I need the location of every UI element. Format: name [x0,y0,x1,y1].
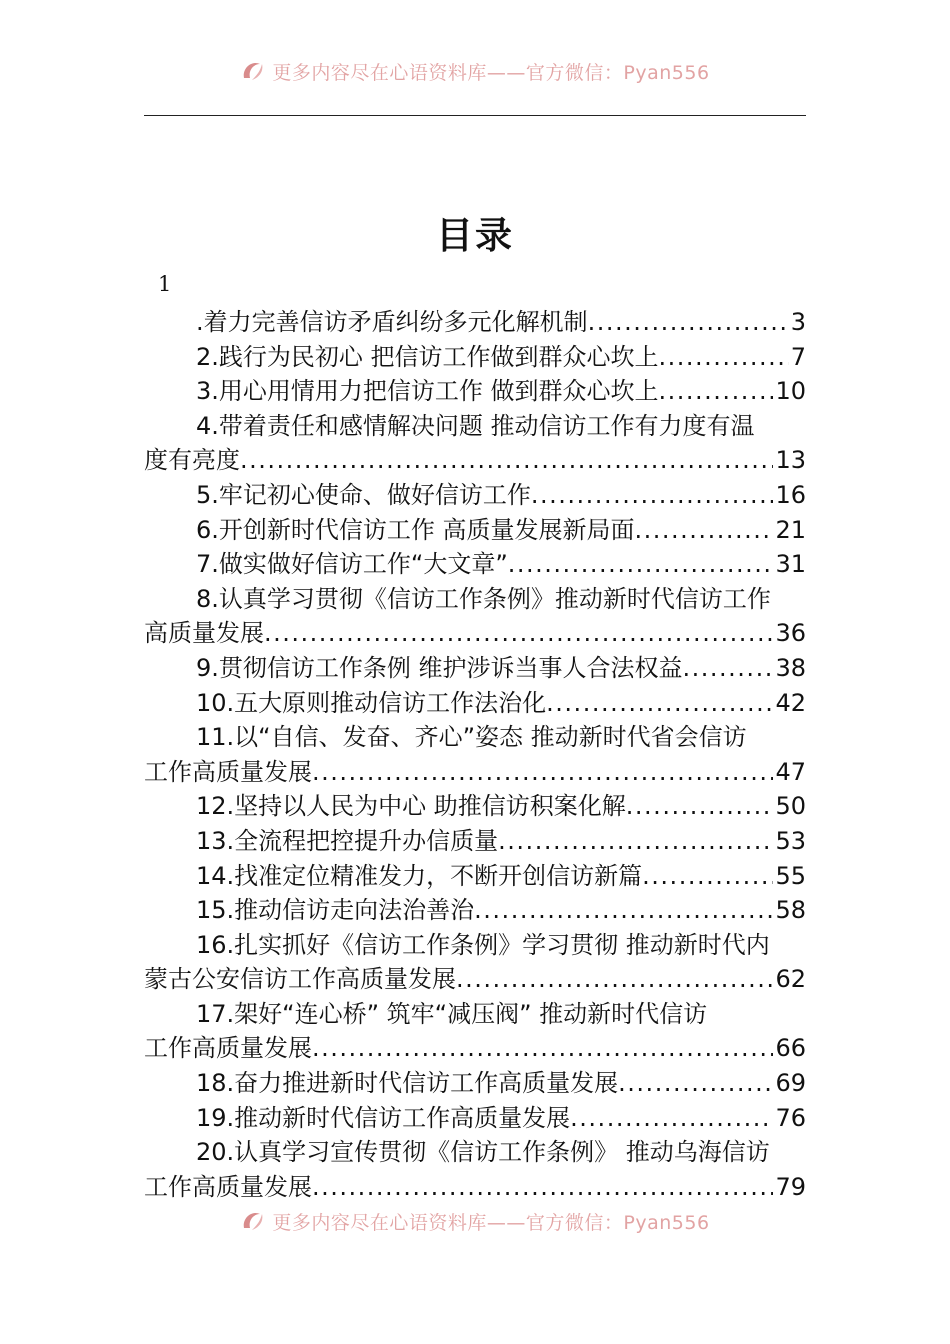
page-title: 目录 [436,213,514,257]
toc-dot-leader [456,962,773,997]
toc-entry-title: 11.以“自信、发奋、齐心”姿态 推动新时代省会信访 [196,723,747,752]
toc-first-number: 1 [158,272,172,296]
toc-entry-title: 13.全流程把控提升办信质量 [196,826,499,855]
toc-entry-line [144,1066,806,1101]
toc-entry-line [144,374,806,409]
brand-logo-icon [240,1208,266,1234]
header-rule [144,115,806,116]
toc-dot-leader [498,824,773,859]
toc-entry[interactable] [144,686,806,721]
toc-entry-line [144,789,806,824]
toc-entry-line [144,824,806,859]
toc-dot-leader [626,789,774,824]
toc-page-number: 47 [775,757,806,786]
toc-entry-line [144,582,806,617]
toc-dot-leader [531,478,774,513]
toc-entry-line [144,478,806,513]
toc-entry-title: 20.认真学习宣传贯彻《信访工作条例》 推动乌海信访 [196,1138,770,1167]
toc-page-number: 55 [775,861,806,890]
toc-entry-title: 蒙古公安信访工作高质量发展 [144,965,456,994]
toc-entry-line [144,651,806,686]
toc-entry-line [144,409,806,444]
toc-dot-leader [642,859,773,894]
watermark-footer [0,1206,950,1236]
toc-entry[interactable] [144,997,806,1066]
toc-page-number: 31 [775,550,806,579]
toc-entry-title: 8.认真学习贯彻《信访工作条例》推动新时代信访工作 [196,584,771,613]
toc-entry-line [144,616,806,651]
toc-entry-title: 工作高质量发展 [144,1172,312,1201]
brand-logo-icon [240,58,266,84]
toc-page-number: 3 [790,308,806,336]
toc-page-number: 79 [775,1172,806,1201]
toc-entry-line [144,1031,806,1066]
toc-entry[interactable] [144,374,806,409]
toc-entry-title: 14.找准定位精准发力，不断开创信访新篇 [196,861,643,890]
toc-dot-leader [240,443,773,478]
toc-entry-line [144,1170,806,1205]
toc-entry-line [144,1101,806,1136]
toc-entry-title: 19.推动新时代信访工作高质量发展 [196,1103,571,1132]
toc-entry[interactable] [144,824,806,859]
watermark-header [0,56,950,86]
toc-entry-title: 16.扎实抓好《信访工作条例》学习贯彻 推动新时代内 [196,930,770,959]
toc-entry-title: 工作高质量发展 [144,1034,312,1063]
toc-entry-line [144,997,806,1032]
toc-page-number: 36 [775,619,806,648]
toc-entry-line [144,340,806,375]
toc-entry-title: 度有亮度 [144,446,240,475]
toc-page-number: 42 [775,688,806,717]
toc-dot-leader [588,305,789,340]
toc-dot-leader [264,616,773,651]
toc-entry-line [144,1135,806,1170]
watermark-text: 更多内容尽在心语资料库——官方微信：Pyan556 [272,61,710,84]
toc-entry[interactable] [144,720,806,789]
toc-entry[interactable] [144,478,806,513]
toc-page-number: 16 [775,480,806,509]
toc-dot-leader [546,686,773,721]
toc-entry[interactable] [144,1135,806,1204]
toc-entry[interactable] [144,928,806,997]
toc-entry-title: 17.架好“连心桥” 筑牢“减压阀” 推动新时代信访 [196,999,708,1028]
toc-entry[interactable] [144,651,806,686]
toc-page-number: 50 [775,792,806,821]
toc-dot-leader [659,340,789,375]
toc-entry[interactable] [144,513,806,548]
toc-entry-line [144,686,806,721]
toc-entry-title: 工作高质量发展 [144,757,312,786]
toc-entry-title: 3.用心用情用力把信访工作 做到群众心坎上 [196,377,659,406]
toc-dot-leader [570,1101,773,1136]
toc-entry-title: .着力完善信访矛盾纠纷多元化解机制 [196,308,588,336]
toc-page-number: 38 [775,653,806,682]
toc-entry-title: 高质量发展 [144,619,264,648]
toc-dot-leader [312,1170,773,1205]
toc-page-number: 69 [775,1069,806,1098]
toc-page-number: 62 [775,965,806,994]
toc-entry[interactable] [144,1066,806,1101]
toc-entry-line [144,443,806,478]
toc-entry-title: 4.带着责任和感情解决问题 推动信访工作有力度有温 [196,411,755,440]
toc-page-number: 21 [775,515,806,544]
toc-entry[interactable] [144,1101,806,1136]
toc-entry-line [144,720,806,755]
toc-page-number: 7 [790,342,806,371]
toc-entry[interactable] [144,547,806,582]
toc-entry-title: 7.做实做好信访工作“大文章” [196,550,508,579]
toc-dot-leader [474,893,773,928]
toc-dot-leader [508,547,774,582]
toc-dot-leader [312,1031,773,1066]
toc-entry-line [144,547,806,582]
toc-dot-leader [635,513,774,548]
toc-entry-title: 12.坚持以人民为中心 助推信访积案化解 [196,792,626,821]
watermark-text: 更多内容尽在心语资料库——官方微信：Pyan556 [272,1211,710,1234]
toc-entry-line [144,962,806,997]
toc-entry-title: 18.奋力推进新时代信访工作高质量发展 [196,1069,619,1098]
toc-dot-leader [683,651,774,686]
toc-entry-line [144,928,806,963]
toc-entry[interactable] [144,859,806,894]
toc-entry-title: 10.五大原则推动信访工作法治化 [196,688,547,717]
toc-entry-line [144,755,806,790]
toc-dot-leader [659,374,774,409]
toc-entry[interactable] [144,340,806,375]
toc-page-number: 66 [775,1034,806,1063]
toc-dot-leader [618,1066,773,1101]
toc-entry-line [144,513,806,548]
toc-entry[interactable] [144,893,806,928]
toc-entry-title: 5.牢记初心使命、做好信访工作 [196,480,531,509]
toc-entry-title: 9.贯彻信访工作条例 维护涉诉当事人合法权益 [196,653,683,682]
toc-page-number: 13 [775,446,806,475]
toc-entry-title: 15.推动信访走向法治善治 [196,896,475,925]
toc-entry[interactable] [144,789,806,824]
toc-page-number: 10 [775,377,806,406]
toc-dot-leader [312,755,773,790]
toc-entry-title: 2.践行为民初心 把信访工作做到群众心坎上 [196,342,659,371]
toc-entry[interactable] [144,582,806,651]
toc-entry-line [144,305,806,340]
toc-entry-line [144,859,806,894]
toc-page-number: 53 [775,826,806,855]
toc-entry[interactable] [144,305,806,340]
toc-page-number: 76 [775,1103,806,1132]
toc-entry[interactable] [144,409,806,478]
table-of-contents [144,305,806,1204]
toc-entry-line [144,893,806,928]
toc-entry-title: 6.开创新时代信访工作 高质量发展新局面 [196,515,635,544]
toc-page-number: 58 [775,896,806,925]
